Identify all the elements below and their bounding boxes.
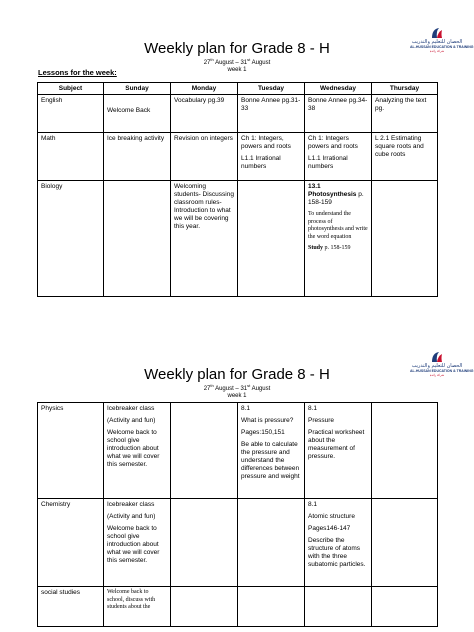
cell-tuesday	[238, 499, 305, 587]
logo-icon	[430, 350, 444, 364]
logo-english-text: AL-HUSSAN EDUCATION & TRAINING	[410, 369, 474, 373]
table-row-social-studies	[38, 587, 438, 627]
logo-sub-text: شركة رائدة	[429, 373, 445, 377]
header-thursday: Thursday	[372, 83, 438, 95]
weekly-plan-table	[37, 402, 438, 627]
cell-tuesday	[238, 587, 305, 627]
cell-thursday	[372, 587, 438, 627]
date-range: 27th August – 31st August	[203, 57, 271, 66]
logo-icon	[430, 26, 444, 40]
table-header-row	[38, 83, 438, 95]
header-tuesday: Tuesday	[238, 83, 305, 95]
cell-subject: social studies	[38, 587, 104, 627]
cell-subject: English	[38, 95, 104, 133]
logo-arabic-text: الحصان للتعليم والتدريب	[411, 363, 463, 369]
company-logo	[410, 26, 474, 56]
cell-tuesday	[238, 181, 305, 297]
company-logo	[410, 350, 474, 380]
cell-monday	[171, 403, 238, 499]
cell-thursday: Analyzing the text pg.	[372, 95, 438, 133]
cell-wednesday: 8.1 Atomic structure Pages146-147 Describe the structure of atoms with the three subatomic particles.	[305, 499, 372, 587]
cell-wednesday: 13.1 Photosynthesis p. 158-159 To understand the process of photosynthesis and write the word equation Study p. 158-159	[305, 181, 372, 297]
header-subject: Subject	[38, 83, 104, 95]
cell-wednesday: 8.1 Pressure Practical worksheet about the measurement of pressure.	[305, 403, 372, 499]
cell-thursday: L 2.1 Estimating square roots and cube roots	[372, 133, 438, 181]
date-range: 27th August – 31st August	[203, 383, 271, 392]
cell-wednesday	[305, 587, 372, 627]
plan-page-2	[0, 360, 474, 632]
cell-tuesday: Ch 1: Integers, powers and roots L1.1 Irrational numbers	[238, 133, 305, 181]
cell-wednesday: Bonne Annee pg.34-38	[305, 95, 372, 133]
cell-sunday: Icebreaker class (Activity and fun) Welcome back to school give introduction about what we will cover this semester.	[104, 403, 171, 499]
week-label: week 1	[227, 393, 247, 399]
page-title: Weekly plan for Grade 8 - H	[144, 40, 330, 57]
cell-subject: Biology	[38, 181, 104, 297]
cell-tuesday: 8.1 What is pressure? Pages:150,151 Be able to calculate the pressure and understand the differences between pressure and weight	[238, 403, 305, 499]
cell-wednesday: Ch 1: Integers powers and roots L1.1 Irrational numbers	[305, 133, 372, 181]
lessons-heading: Lessons for the week:	[38, 68, 117, 77]
table-row-chemistry	[38, 499, 438, 587]
header-wednesday: Wednesday	[305, 83, 372, 95]
cell-tuesday: Bonne Annee pg.31-33	[238, 95, 305, 133]
cell-subject: Physics	[38, 403, 104, 499]
page-title: Weekly plan for Grade 8 - H	[144, 366, 330, 383]
table-row-english	[38, 95, 438, 133]
logo-sub-text: شركة رائدة	[429, 49, 445, 53]
cell-subject: Math	[38, 133, 104, 181]
cell-subject: Chemistry	[38, 499, 104, 587]
cell-thursday	[372, 403, 438, 499]
logo-english-text: AL-HUSSAN EDUCATION & TRAINING	[410, 45, 474, 49]
cell-sunday: Icebreaker class (Activity and fun) Welcome back to school give introduction about what we will cover this semester.	[104, 499, 171, 587]
header-sunday: Sunday	[104, 83, 171, 95]
table-row-math	[38, 133, 438, 181]
cell-sunday: Ice breaking activity	[104, 133, 171, 181]
cell-sunday: Welcome Back	[104, 95, 171, 133]
header-monday: Monday	[171, 83, 238, 95]
cell-monday	[171, 587, 238, 627]
logo-arabic-text: الحصان للتعليم والتدريب	[411, 39, 463, 45]
cell-monday: Vocabulary pg.39	[171, 95, 238, 133]
week-label: week 1	[227, 67, 247, 73]
cell-thursday	[372, 181, 438, 297]
cell-monday: Revision on integers	[171, 133, 238, 181]
table-row-physics	[38, 403, 438, 499]
cell-sunday: Welcome back to school, discuss with students about the	[104, 587, 171, 627]
cell-sunday	[104, 181, 171, 297]
table-row-biology	[38, 181, 438, 297]
cell-monday: Welcoming students- Discussing classroom rules- Introduction to what we will be covering this year.	[171, 181, 238, 297]
cell-monday	[171, 499, 238, 587]
cell-thursday	[372, 499, 438, 587]
weekly-plan-table	[37, 82, 438, 297]
